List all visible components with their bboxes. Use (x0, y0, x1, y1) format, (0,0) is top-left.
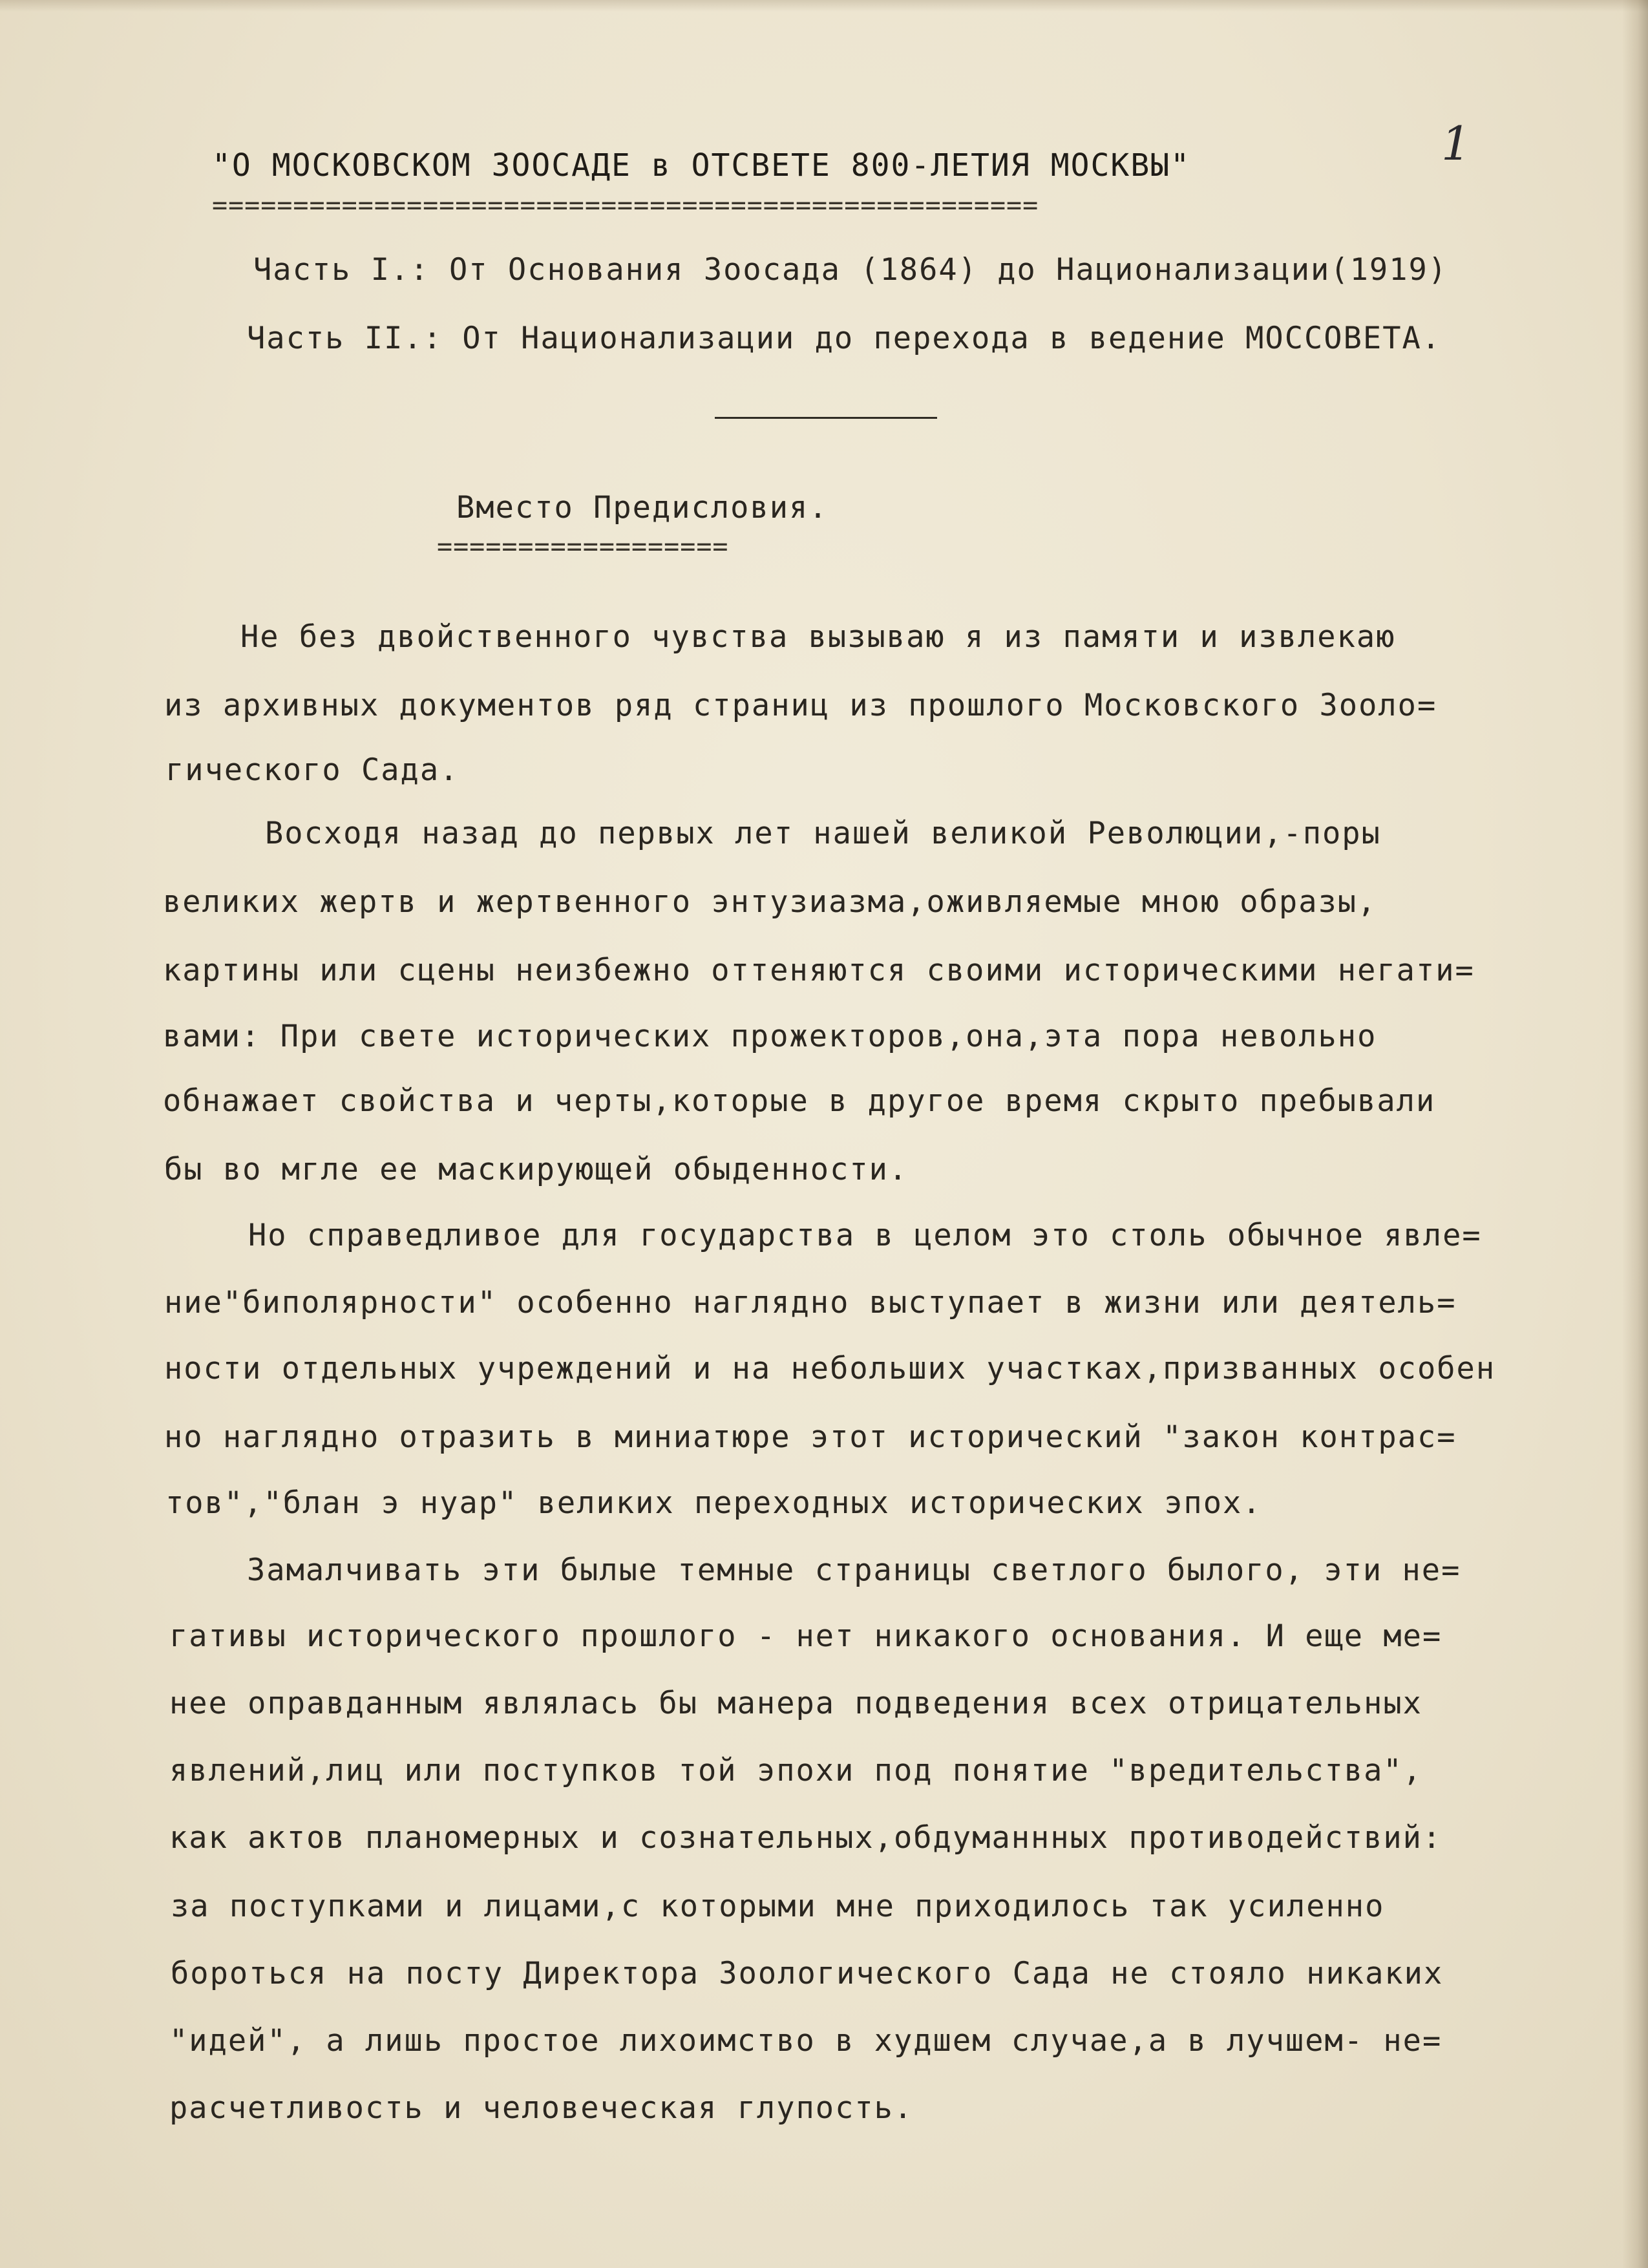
body-line: но наглядно отразить в миниатюре этот исторический "закон контрас= (164, 1419, 1457, 1455)
part-one-line: Часть I.: От Основания Зоосада (1864) до Национализации(1919) (253, 252, 1448, 288)
body-line: явлений,лиц или поступков той эпохи под понятие "вредительства", (169, 1753, 1422, 1788)
body-line: гического Сада. (165, 752, 460, 788)
part-two-line: Часть II.: От Национализации до перехода в ведение МОССОВЕТА. (247, 321, 1442, 356)
body-line: Не без двойственного чувства вызываю я из памяти и извлекаю (240, 619, 1396, 655)
body-line: из архивных документов ряд страниц из прошлого Московского Зооло= (164, 688, 1437, 723)
body-line: нее оправданным являлась бы манера подведения всех отрицательных (169, 1686, 1422, 1721)
body-line: расчетливость и человеческая глупость. (169, 2090, 914, 2126)
title-underline-rule: =================================================== (212, 193, 1039, 218)
body-line: бороться на посту Директора Зоологического Сада не стояло никаких (171, 1956, 1444, 1991)
body-line: Но справедливое для государства в целом это столь обычное явле= (248, 1218, 1482, 1253)
page-number: 1 (1441, 116, 1471, 171)
body-line: вами: При свете исторических прожекторов,она,эта пора невольно (163, 1019, 1377, 1054)
separator-line (715, 417, 937, 419)
body-line: ние"биполярности" особенно наглядно выступает в жизни или деятель= (164, 1285, 1457, 1320)
body-line: Замалчивать эти былые темные страницы светлого былого, эти не= (247, 1553, 1461, 1588)
body-line: обнажает свойства и черты,которые в другое время скрыто пребывали (163, 1083, 1436, 1119)
paper-edge-top (0, 0, 1648, 12)
body-line: Восходя назад до первых лет нашей великой Революции,-поры (265, 816, 1381, 851)
body-line: ности отдельных учреждений и на небольших участках,призванных особен (164, 1351, 1496, 1386)
paper-edge-right (1622, 0, 1648, 2268)
document-title: "О МОСКОВСКОМ ЗООСАДЕ в ОТСВЕТЕ 800-ЛЕТИЯ МОСКВЫ" (212, 147, 1191, 184)
body-line: за поступками и лицами,с которыми мне приходилось так усиленно (171, 1889, 1385, 1924)
body-line: как актов планомерных и сознательных,обдуманнных противодействий: (169, 1820, 1442, 1856)
section-heading-rule: ================== (437, 534, 729, 560)
body-line: бы во мгле ее маскирующей обыденности. (164, 1152, 909, 1187)
body-line: тов","блан э нуар" великих переходных исторических эпох. (165, 1485, 1262, 1521)
body-line: великих жертв и жертвенного энтузиазма,оживляемые мною образы, (163, 884, 1377, 920)
section-heading: Вместо Предисловия. (456, 490, 829, 525)
body-line: картины или сцены неизбежно оттеняются своими историческими негати= (163, 953, 1475, 988)
body-line: гативы исторического прошлого - нет никакого основания. И еще ме= (169, 1618, 1442, 1654)
body-line: "идей", а лишь простое лихоимство в худшем случае,а в лучшем- не= (169, 2023, 1442, 2059)
